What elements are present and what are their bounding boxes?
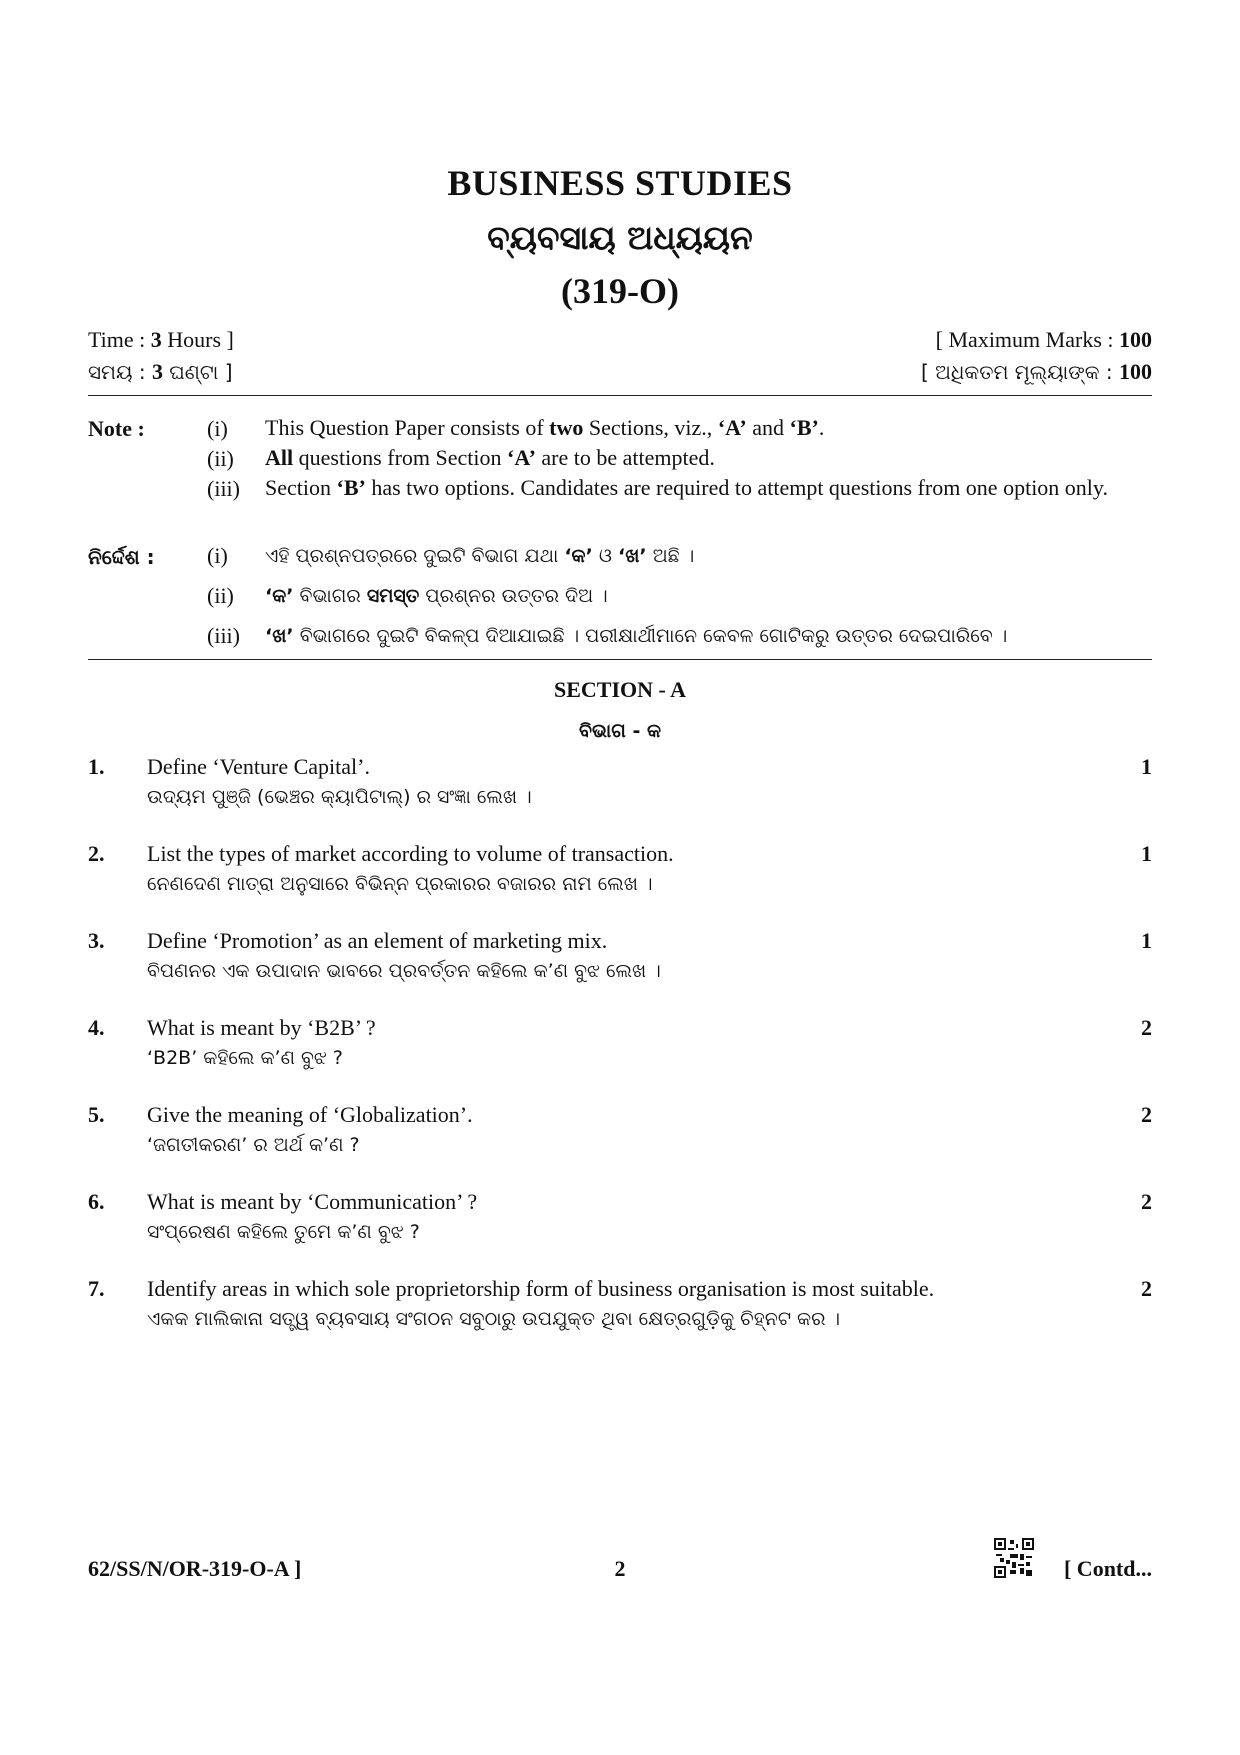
note-item: All questions from Section ‘A’ are to be attempted. (265, 445, 715, 470)
note-item-odia: ‘କ’ ବିଭାଗର ସମସ୍ତ ପ୍ରଶ୍ନର ଉତ୍ତର ଦିଅ । (265, 585, 608, 607)
question-marks: 2 (1141, 1015, 1152, 1040)
subject-code: (319-O) (561, 271, 679, 311)
note-num: (iii) (207, 476, 240, 501)
question-text-odia: ସଂପ୍ରେଷଣ କହିଲେ ତୁମେ କ’ଣ ବୁଝ ? (147, 1221, 420, 1243)
title-odia: ବ୍ୟବସାୟ ଅଧ୍ୟୟନ (487, 218, 753, 257)
note-label-odia: ନିର୍ଦ୍ଦେଶ : (88, 545, 155, 569)
note-num: (i) (207, 416, 228, 441)
question-number: 6. (88, 1189, 105, 1214)
question-marks: 2 (1141, 1189, 1152, 1214)
page-number: 2 (614, 1556, 626, 1581)
note-item: Section ‘B’ has two options. Candidates are required to attempt questions from one option only. (265, 475, 1108, 500)
question-text: Identify areas in which sole proprietorship form of business organisation is most suitable. (147, 1276, 935, 1301)
question-number: 7. (88, 1276, 105, 1301)
question-marks: 1 (1141, 841, 1152, 866)
question-text: Define ‘Venture Capital’. (147, 754, 370, 779)
question-marks: 2 (1141, 1102, 1152, 1127)
question-text-odia: ବିପଣନର ଏକ ଉପାଦାନ ଭାବରେ ପ୍ରବର୍ତ୍ତନ କହିଲେ କ’ଣ ବୁଝ ଲେଖ । (147, 960, 661, 982)
marks-line: [ Maximum Marks : 100 (935, 327, 1152, 352)
question-number: 1. (88, 754, 105, 779)
note-item-odia: ଏହି ପ୍ରଶ୍ନପତ୍ରରେ ଦୁଇଟି ବିଭାଗ ଯଥା ‘କ’ ଓ ‘ଖ’ ଅଛି । (265, 545, 695, 567)
time-line-odia: ସମୟ : 3 ଘଣ୍ଟା ] (88, 359, 233, 384)
section-heading-odia: ବିଭାଗ - କ (579, 720, 661, 742)
continued-note: [ Contd... (1063, 1556, 1152, 1581)
question-text-odia: ଉଦ୍ୟମ ପୁଞ୍ଜି (ଭେଞ୍ଚର କ୍ୟାପିଟାଲ୍) ର ସଂଜ୍ଞା ଲେଖ । (147, 786, 532, 808)
question-number: 4. (88, 1015, 105, 1040)
note-item-odia: ‘ଖ’ ବିଭାଗରେ ଦୁଇଟି ବିକଳ୍ପ ଦିଆଯାଇଛି । ପରୀକ୍ଷାର୍ଥୀମାନେ କେବଳ ଗୋଟିକରୁ ଉତ୍ତର ଦେଇପାରିବେ । (265, 625, 1008, 647)
question-number: 2. (88, 841, 105, 866)
note-num: (iii) (207, 623, 240, 648)
question-text: What is meant by ‘B2B’ ? (147, 1015, 376, 1040)
question-text: List the types of market according to volume of transaction. (147, 841, 674, 866)
note-label: Note : (88, 416, 145, 441)
question-number: 5. (88, 1102, 105, 1127)
question-text: Define ‘Promotion’ as an element of marketing mix. (147, 928, 608, 953)
title-english: BUSINESS STUDIES (447, 163, 793, 203)
question-marks: 1 (1141, 754, 1152, 779)
question-text: What is meant by ‘Communication’ ? (147, 1189, 478, 1214)
question-text: Give the meaning of ‘Globalization’. (147, 1102, 473, 1127)
note-num: (i) (207, 543, 228, 568)
qr-code-icon (994, 1538, 1034, 1578)
question-text-odia: ‘ଜଗତୀକରଣ’ ର ଅର୍ଥ କ’ଣ ? (147, 1134, 360, 1156)
paper-code: 62/SS/N/OR-319-O-A ] (88, 1556, 302, 1581)
question-text-odia: ‘B2B’ କହିଲେ କ’ଣ ବୁଝ ? (147, 1047, 343, 1069)
note-item: This Question Paper consists of two Sections, viz., ‘A’ and ‘B’. (265, 415, 825, 440)
note-divider (88, 659, 1152, 660)
time-line: Time : 3 Hours ] (88, 327, 234, 352)
marks-line-odia: [ ଅଧିକତମ ମୂଲ୍ୟାଙ୍କ : 100 (920, 359, 1152, 384)
header-divider (88, 395, 1152, 396)
note-num: (ii) (207, 446, 234, 471)
question-number: 3. (88, 928, 105, 953)
question-text-odia: ନେଣଦେଣ ମାତ୍ରା ଅନୁସାରେ ବିଭିନ୍ନ ପ୍ରକାରର ବଜାରର ନାମ ଲେଖ । (147, 873, 653, 895)
section-heading: SECTION - A (553, 677, 687, 702)
question-marks: 1 (1141, 928, 1152, 953)
question-marks: 2 (1141, 1276, 1152, 1301)
question-text-odia: ଏକକ ମାଲିକାନା ସତ୍ତ୍ୱ ବ୍ୟବସାୟ ସଂଗଠନ ସବୁଠାରୁ ଉପଯୁକ୍ତ ଥିବା କ୍ଷେତ୍ରଗୁଡ଼ିକୁ ଚିହ୍ନଟ କର । (147, 1308, 841, 1330)
note-num: (ii) (207, 583, 234, 608)
